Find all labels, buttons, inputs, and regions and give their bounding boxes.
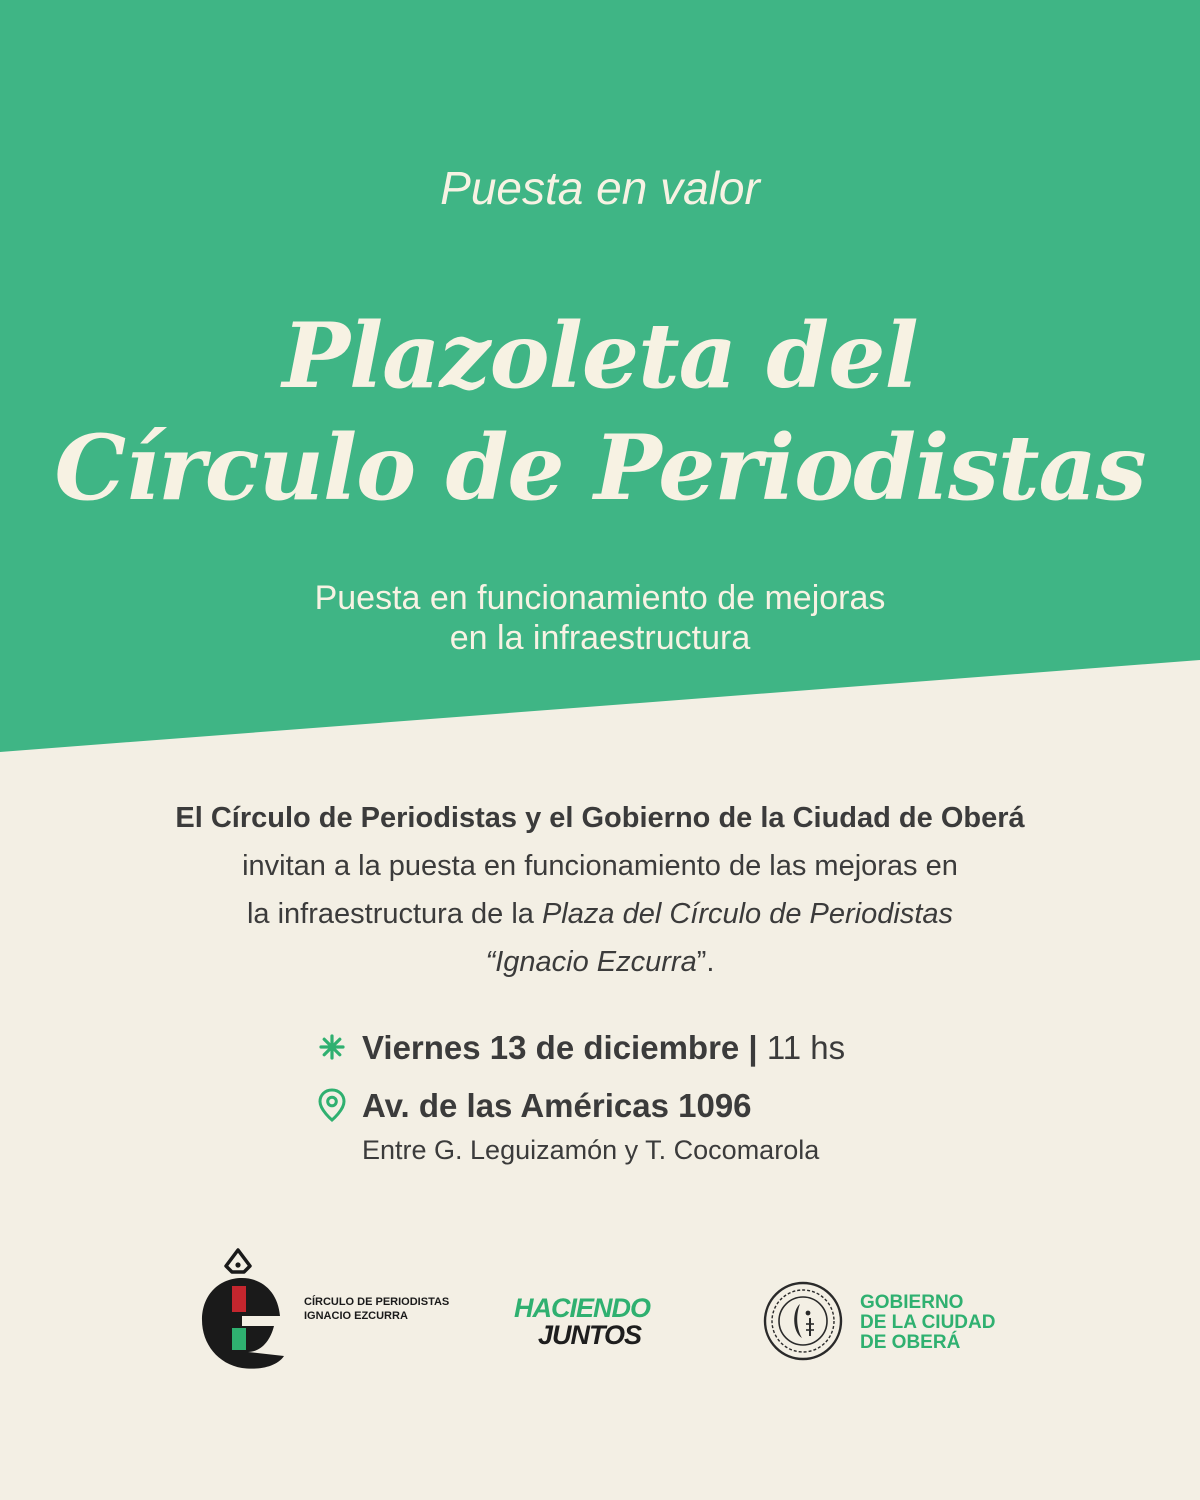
invitation-body [0,794,1200,986]
circulo-periodistas-logo [198,1246,290,1370]
title-line-1: Plazoleta del [282,303,918,409]
gobierno-obera-name [860,1293,1040,1353]
date-row [316,1024,956,1072]
subtitle-line-2: en la infraestructura [449,619,751,657]
event-address: Av. de las Américas 1096 [362,1087,752,1124]
body-line-4 [0,938,1200,986]
event-address-detail: Entre G. Leguizamón y T. Cocomarola [362,1135,820,1165]
circulo-name-line-1: CÍRCULO DE PERIODISTAS [304,1296,450,1308]
subtitle [0,578,1200,658]
event-date [362,1024,845,1072]
kicker-text: Puesta en valor [440,162,760,214]
event-date-day: Viernes 13 de diciembre [362,1029,740,1066]
haciendo-juntos-logo [514,1295,684,1349]
header [0,0,1200,700]
body-line-2: invitan a la puesta en funcionamiento de las mejoras en [242,850,958,882]
title-line-2: Círculo de Periodistas [54,415,1146,521]
gobierno-line-2: DE LA CIUDAD [860,1312,996,1333]
event-details [316,1024,956,1170]
event-time: 11 hs [766,1029,846,1066]
location-pin-icon [316,1088,348,1122]
body-line-1: El Círculo de Periodistas y el Gobierno de la Ciudad de Oberá [175,802,1025,834]
body-line-3-plain: la infraestructura de la [246,898,542,930]
gobierno-line-1: GOBIERNO [860,1292,964,1313]
body-line-4-end: ”. [696,946,715,978]
circulo-periodistas-name [304,1295,474,1323]
location-row [316,1082,956,1170]
gobierno-line-3: DE OBERÁ [860,1332,961,1353]
plaza-name: Plaza del Círculo de Periodistas [541,898,954,930]
juntos-text: JUNTOS [538,1320,642,1350]
obera-seal-icon [762,1280,844,1362]
event-location [362,1082,819,1170]
sparkle-icon [316,1030,348,1064]
page-title [0,300,1200,524]
event-date-separator: | [739,1029,767,1066]
body-line-3 [0,890,1200,938]
plaza-dedication: “Ignacio Ezcurra [485,946,697,978]
haciendo-text: HACIENDO [514,1293,651,1323]
subtitle-line-1: Puesta en funcionamiento de mejoras [314,579,886,617]
logo-bar [0,1240,1200,1380]
circulo-name-line-2: IGNACIO EZCURRA [304,1310,408,1322]
